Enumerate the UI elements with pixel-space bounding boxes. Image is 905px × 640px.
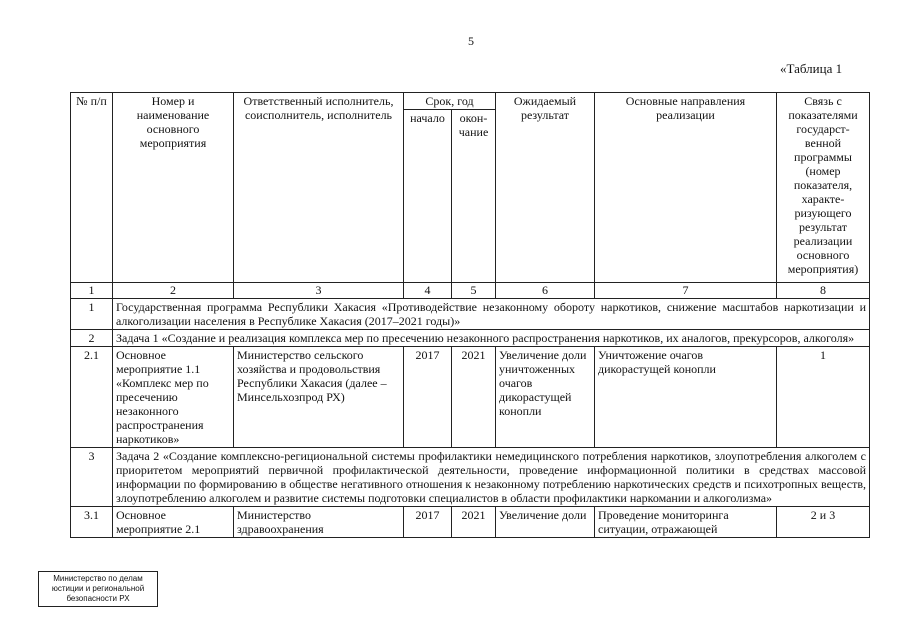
task2-row-num: 3 [71,448,113,507]
measure-2-1-result: Увеличение доли уничтоженных очагов дикорастущей конопли [496,347,595,448]
measure-2-1-name: Основное мероприятие 1.1 «Комплекс мер по пресечению незаконного распространения наркотиков» [113,347,234,448]
header-end: окон-чание [452,110,496,283]
header-indicator-link: Связь с показателями государст-венной программы (номер показателя, характе-ризующего результат реализации основного мероприятия) [777,93,870,283]
stamp-line: безопасности РХ [66,594,130,603]
measure-2-1-start: 2017 [404,347,452,448]
task1-row-num: 2 [71,330,113,347]
measures-table [70,92,870,538]
column-number: 2 [113,283,234,299]
header-measure-name: Номер и наименование основного мероприятия [113,93,234,283]
measure-row-2-1 [71,347,870,448]
task2-row [71,448,870,507]
measure-3-1-executor: Министерство здравоохранения [234,507,404,538]
measure-2-1-executor: Министерство сельского хозяйства и продовольствия Республики Хакасия (далее – Минсельхозпрод РХ) [234,347,404,448]
measure-3-1-result: Увеличение доли [496,507,595,538]
measure-3-1-start: 2017 [404,507,452,538]
column-number: 3 [234,283,404,299]
table-header-row [71,93,870,110]
column-number: 1 [71,283,113,299]
ministry-stamp [38,571,158,607]
measure-row-3-1 [71,507,870,538]
column-number: 5 [452,283,496,299]
measure-2-1-link: 1 [777,347,870,448]
header-num: № п/п [71,93,113,283]
table-caption: «Таблица 1 [780,61,843,76]
measure-2-1-end: 2021 [452,347,496,448]
header-expected-result: Ожидаемый результат [496,93,595,283]
program-row [71,299,870,330]
page-number: 5 [468,34,474,48]
stamp-line: юстиции и региональной [51,584,145,593]
measure-3-1-name: Основное мероприятие 2.1 [113,507,234,538]
column-number: 4 [404,283,452,299]
column-number: 7 [595,283,777,299]
stamp-line: Министерство по делам [53,574,143,583]
task2-row-text: Задача 2 «Создание комплексно-регициональной системы профилактики немедицинского потребления наркотиков, злоупотребления алкоголем с приоритетом мероприятий первичной профилактической деятельности, проведение информационной политики в средствах массовой информации по формированию в обществе негативного отношения к незаконному потреблению наркотических средств и психотропных веществ, злоупотреблению алкоголем и развитие системы подготовки специалистов в области профилактики наркомании и алкоголизма» [113,448,870,507]
measure-3-1-end: 2021 [452,507,496,538]
header-directions: Основные направления реализации [595,93,777,283]
header-term: Срок, год [404,93,496,110]
program-row-text: Государственная программа Республики Хакасия «Противодействие незаконному обороту наркотиков, снижение масштабов наркотизации и алкоголизации населения в Республике Хакасия (2017–2021 годы)» [113,299,870,330]
column-numbers-row [71,283,870,299]
measure-3-1-link: 2 и 3 [777,507,870,538]
measure-3-1-num: 3.1 [71,507,113,538]
task1-row [71,330,870,347]
header-executor: Ответственный исполнитель, соисполнитель, исполнитель [234,93,404,283]
measure-3-1-direction: Проведение мониторинга ситуации, отражающей [595,507,777,538]
program-row-num: 1 [71,299,113,330]
measure-2-1-direction: Уничтожение очагов дикорастущей конопли [595,347,777,448]
measure-2-1-num: 2.1 [71,347,113,448]
task1-row-text: Задача 1 «Создание и реализация комплекса мер по пресечению незаконного распространения наркотиков, их аналогов, прекурсоров, алкоголя» [113,330,870,347]
column-number: 6 [496,283,595,299]
header-start: начало [404,110,452,283]
column-number: 8 [777,283,870,299]
